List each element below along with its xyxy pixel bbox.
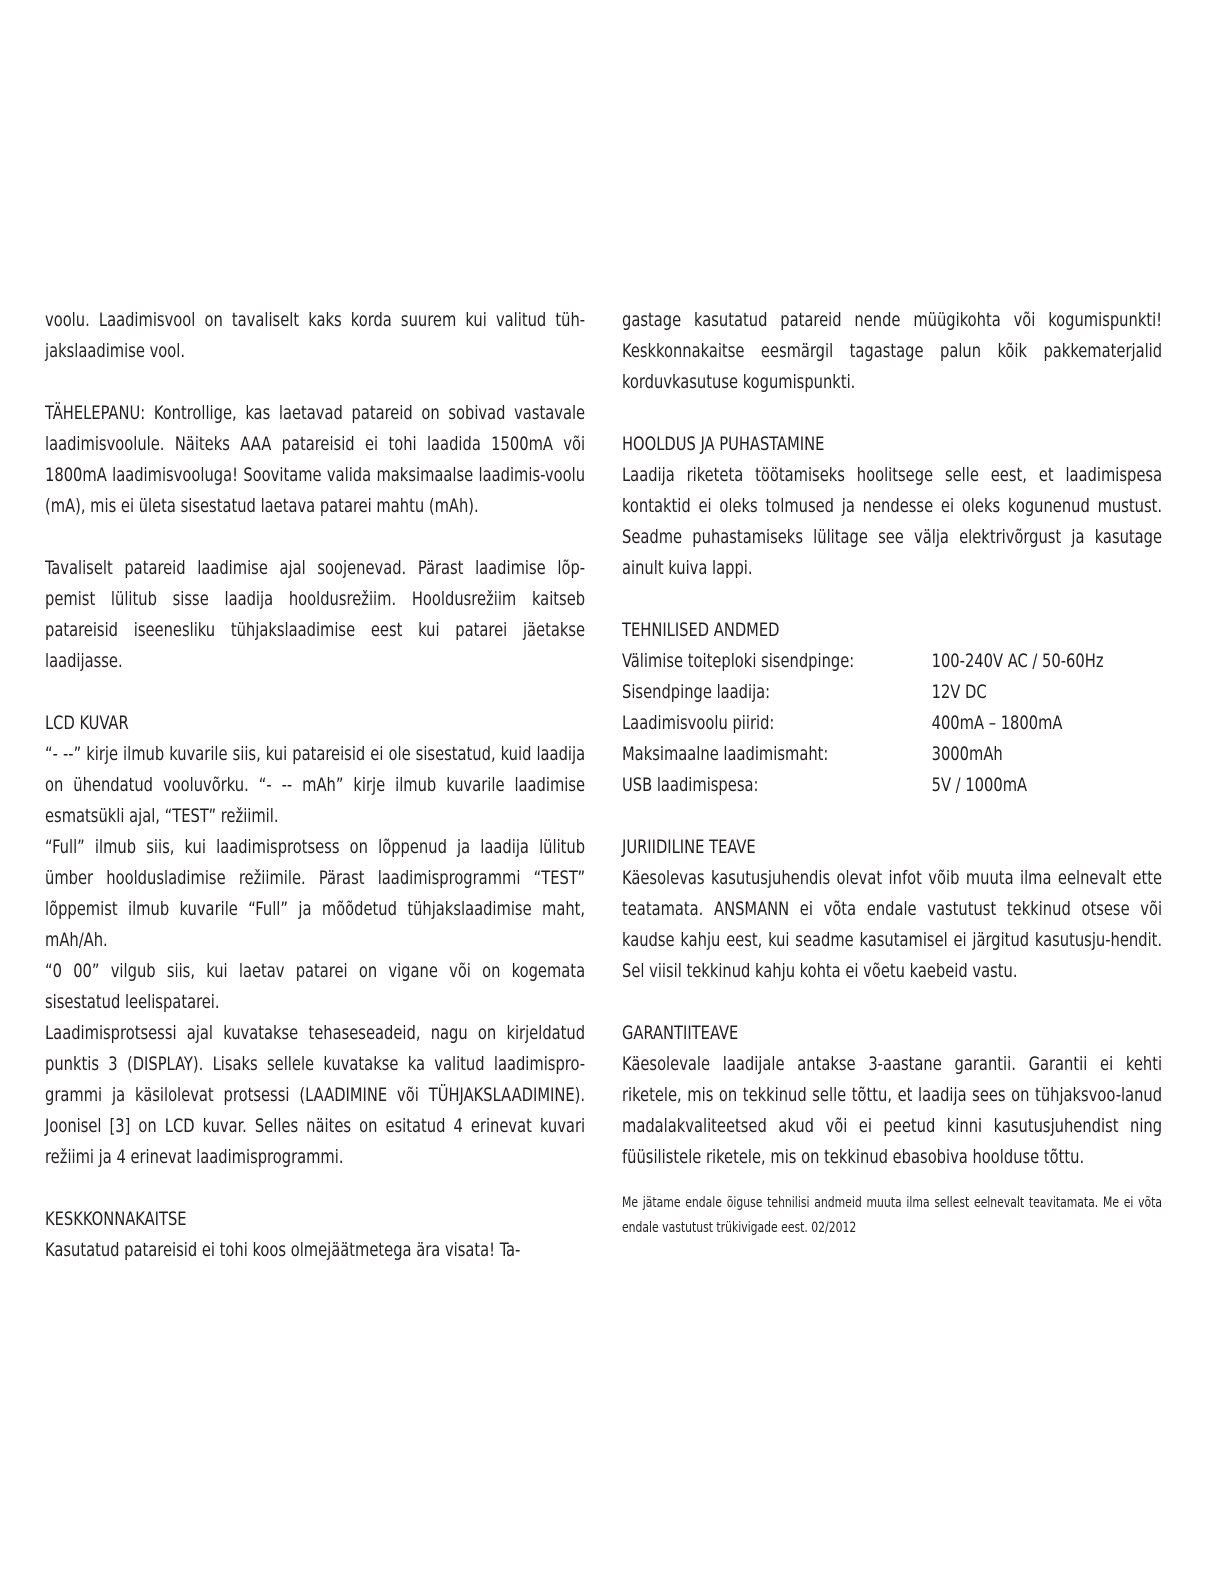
paragraph-warranty: Käesolevale laadijale antakse 3-aastane garantii. Garantii ei kehti riketele, mis on tekkinud selle tõttu, et laadija sees on tühjaksvoo-lanud madalakvaliteetsed akud või ei peetud kinni kasutusjuhendist ning füüsilistele riketele, mis on tekkinud ebasobiva hoolduse tõttu. — [622, 1053, 1163, 1168]
heading-warranty: GARANTIITEAVE — [622, 1022, 739, 1044]
specs-row — [622, 770, 1104, 801]
spec-label: Sisendpinge laadija: — [622, 681, 771, 703]
specs-row — [622, 677, 1104, 708]
paragraph-charging-current: voolu. Laadimisvool on tavaliselt kaks korda suurem kui valitud tüh-jakslaadimise vool. — [45, 309, 586, 362]
paragraph-lcd-2: “Full” ilmub siis, kui laadimisprotsess on lõppenud ja laadija lülitub ümber hooldusladimise režiimile. Pärast laadimisprogrammi “TEST” lõppemist ilmub kuvarile “Full” ja mõõdetud tühjakslaadimise maht, mAh/Ah. — [45, 836, 586, 951]
specs-row — [622, 646, 1104, 677]
paragraph-attention: TÄHELEPANU: Kontrollige, kas laetavad patareid on sobivad vastavale laadimisvoolule. Näiteks AAA patareisid ei tohi laadida 1500mA või 1800mA laadimisvooluga! Soovitame valida maksimaalse laadimis-voolu (mA), mis ei ületa sisestatud laetava patarei mahtu (mAh). — [45, 402, 586, 517]
spec-label: Laadimisvoolu piirid: — [622, 712, 775, 734]
spec-value: 5V / 1000mA — [931, 774, 1028, 796]
spec-value: 12V DC — [931, 681, 987, 703]
paragraph-environment: Kasutatud patareisid ei tohi koos olmejäätmetega ära visata! Ta- — [45, 1239, 521, 1261]
spacer — [45, 1173, 585, 1204]
spacer — [622, 801, 1162, 832]
spacer — [622, 987, 1162, 1018]
spec-value: 100-240V AC / 50-60Hz — [931, 650, 1104, 672]
spacer — [45, 367, 585, 398]
right-column — [622, 305, 1162, 1241]
paragraph-care-cleaning: Laadija riketeta töötamiseks hoolitsege selle eest, et laadimispesa kontaktid ei oleks tolmused ja nendesse ei oleks kogunenud mustust. Seadme puhastamiseks lülitage see välja elektrivõrgust ja kasutage ainult kuiva lappi. — [622, 464, 1163, 579]
paragraph-legal-info: Käesolevas kasutusjuhendis olevat infot võib muuta ilma eelnevalt ette teatamata. ANSMANN ei võta endale vastutust tekkinud otsese või kaudse kahju eest, kui seadme kasutamisel ei järgitud kasutusju-hendit. Sel viisil tekkinud kahju kohta ei võetu kaebeid vastu. — [622, 867, 1163, 982]
heading-environment: KESKKONNAKAITSE — [45, 1208, 187, 1230]
paragraph-lcd-3: “0 00” vilgub siis, kui laetav patarei on vigane või on kogemata sisestatud leelispatarei. — [45, 960, 586, 1013]
left-column — [45, 305, 585, 1266]
spacer — [45, 677, 585, 708]
spacer — [45, 522, 585, 553]
heading-technical-data: TEHNILISED ANDMED — [622, 619, 780, 641]
spec-label: USB laadimispesa: — [622, 774, 759, 796]
footnote: Me jätame endale õiguse tehnilisi andmeid muuta ilma sellest eelnevalt teavitamata. Me ei võta endale vastutust trükivigade eest. 02/2012 — [622, 1195, 1163, 1236]
specs-row — [622, 739, 1104, 770]
specs-table — [622, 646, 1104, 801]
paragraph-lcd-1: “- --” kirje ilmub kuvarile siis, kui patareisid ei ole sisestatud, kuid laadija on ühendatud vooluvõrku. “- -- mAh” kirje ilmub kuvarile laadimise esmatsükli ajal, “TEST” režiimil. — [45, 743, 586, 827]
paragraph-return-batteries: gastage kasutatud patareid nende müügikohta või kogumispunkti! Keskkonnakaitse eesmärgil tagastage palun kõik pakkematerjalid korduvkasutuse kogumispunkti. — [622, 309, 1163, 393]
spec-label: Välimise toiteploki sisendpinge: — [622, 650, 855, 672]
spec-label: Maksimaalne laadimismaht: — [622, 743, 829, 765]
paragraph-maintenance-mode: Tavaliselt patareid laadimise ajal soojenevad. Pärast laadimise lõp-pemist lülitub sisse laadija hooldusrežiim. Hooldusrežiim kaitseb patareisid iseenesliku tühjakslaadimise eest kui patarei jäetakse laadijasse. — [45, 557, 586, 672]
paragraph-lcd-4: Laadimisprotsessi ajal kuvatakse tehaseseadeid, nagu on kirjeldatud punktis 3 (DISPLAY). Lisaks sellele kuvatakse ka valitud laadimispro-grammi ja käsilolevat protsessi (LAADIMINE või TÜHJAKSLAADIMINE). Joonisel [3] on LCD kuvar. Selles näites on esitatud 4 erinevat kuvari režiimi ja 4 erinevat laadimisprogrammi. — [45, 1022, 586, 1168]
heading-legal-info: JURIIDILINE TEAVE — [622, 836, 756, 858]
spacer — [622, 584, 1162, 615]
spec-value: 3000mAh — [931, 743, 1003, 765]
heading-lcd-display: LCD KUVAR — [45, 712, 129, 734]
spec-value: 400mA – 1800mA — [931, 712, 1063, 734]
specs-row — [622, 708, 1104, 739]
spacer — [622, 398, 1162, 429]
heading-care-cleaning: HOOLDUS JA PUHASTAMINE — [622, 433, 825, 455]
